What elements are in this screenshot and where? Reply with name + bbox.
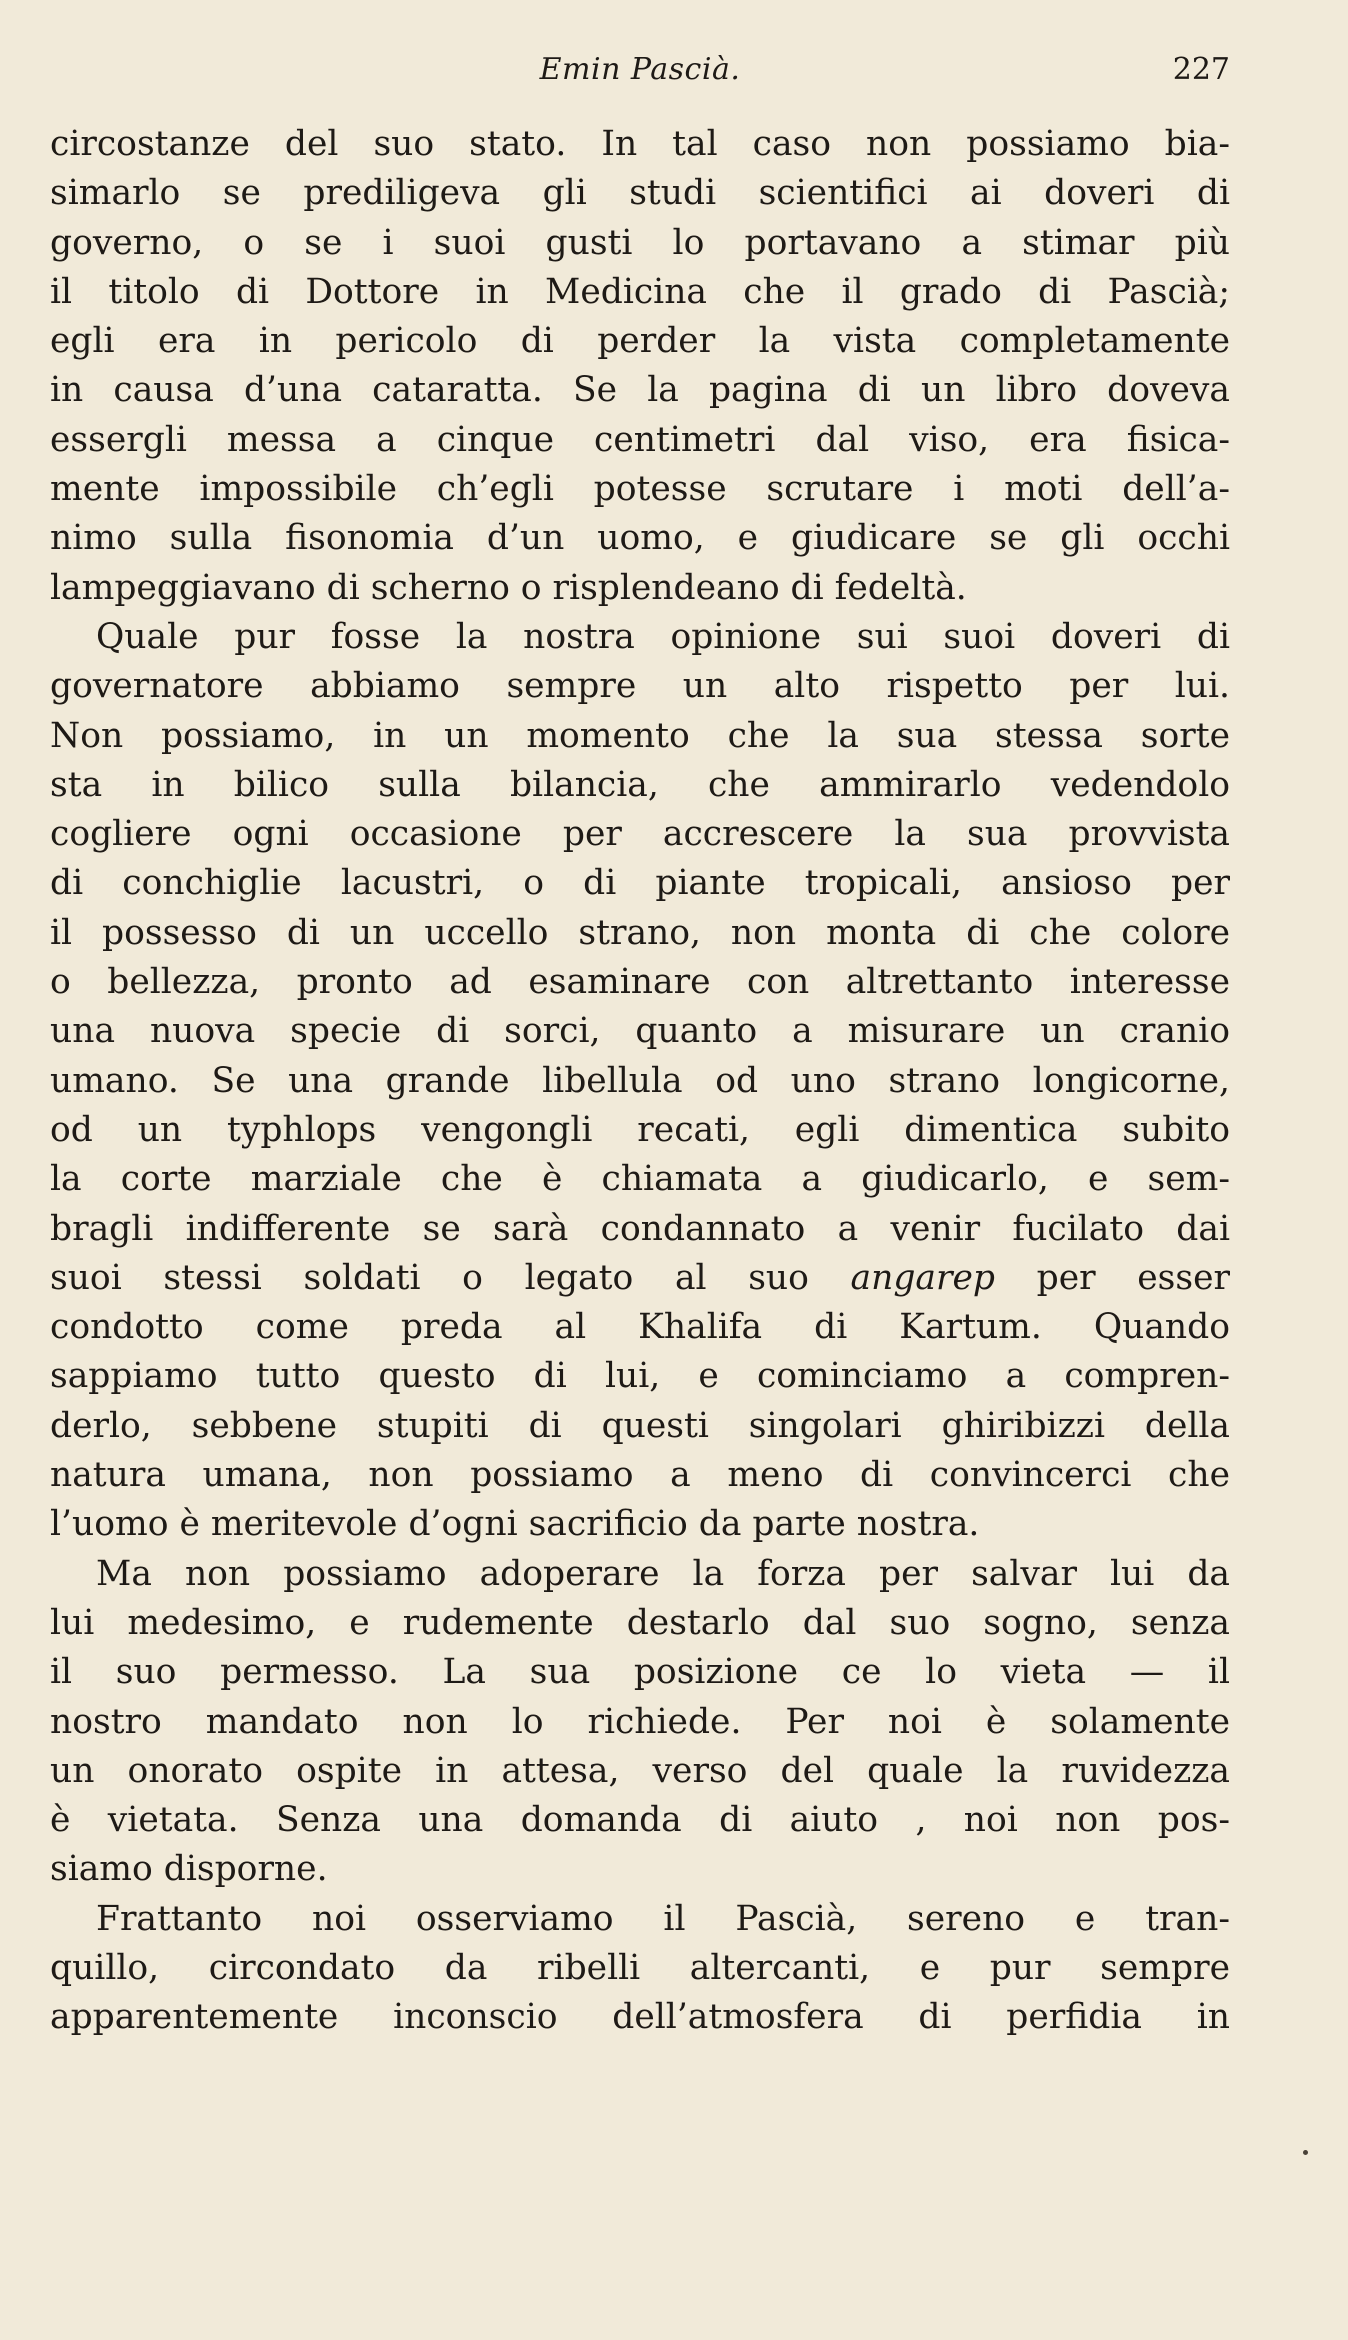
text-line: lui medesimo, e rudemente destarlo dal suo sogno, senza	[50, 1602, 1230, 1643]
text-line: una nuova specie di sorci, quanto a misurare un cranio	[50, 1011, 1230, 1052]
text-line: bragli indifferente se sarà condannato a venir fucilato dai	[50, 1208, 1230, 1249]
text-line: siamo disporne.	[50, 1849, 328, 1890]
text-line: un onorato ospite in attesa, verso del quale la ruvidezza	[50, 1750, 1230, 1791]
page-number: 227	[1172, 52, 1230, 87]
text-line: apparentemente inconscio dell’atmosfera di perfidia in	[50, 1997, 1230, 2038]
paragraph-start-line: Frattanto noi osserviamo il Pascià, sereno e tran-	[96, 1898, 1230, 1939]
text-line: condotto come preda al Khalifa di Kartum. Quando	[50, 1307, 1230, 1348]
text-line: mente impossibile ch’egli potesse scrutare i moti dell’a-	[50, 469, 1230, 510]
text-segment: per esser	[994, 1257, 1231, 1298]
paragraph-start-line: Ma non possiamo adoperare la forza per salvar lui da	[96, 1553, 1230, 1594]
text-line: il possesso di un uccello strano, non monta di che colore	[50, 912, 1230, 953]
running-header	[50, 50, 1230, 90]
text-line: circostanze del suo stato. In tal caso non possiamo bia-	[50, 124, 1230, 164]
text-line: Non possiamo, in un momento che la sua stessa sorte	[50, 715, 1230, 756]
text-line: cogliere ogni occasione per accrescere la sua provvista	[50, 814, 1230, 855]
text-line: o bellezza, pronto ad esaminare con altrettanto interesse	[50, 962, 1230, 1003]
text-line: umano. Se una grande libellula od uno strano longicorne,	[50, 1060, 1230, 1101]
text-line: nimo sulla fisonomia d’un uomo, e giudicare se gli occhi	[50, 518, 1230, 559]
text-line: l’uomo è meritevole d’ogni sacrificio da parte nostra.	[50, 1504, 980, 1545]
text-line: di conchiglie lacustri, o di piante tropicali, ansioso per	[50, 863, 1230, 904]
text-line-with-italic	[50, 1254, 1230, 1303]
text-line: il suo permesso. La sua posizione ce lo vieta — il	[50, 1652, 1230, 1693]
text-line: egli era in pericolo di perder la vista completamente	[50, 321, 1230, 362]
text-line: derlo, sebbene stupiti di questi singolari ghiribizzi della	[50, 1405, 1230, 1446]
text-line: od un typhlops vengongli recati, egli dimentica subito	[50, 1109, 1230, 1150]
text-line: la corte marziale che è chiamata a giudicarlo, e sem-	[50, 1159, 1230, 1200]
text-line: sta in bilico sulla bilancia, che ammirarlo vedendolo	[50, 764, 1230, 805]
text-line: sappiamo tutto questo di lui, e cominciamo a compren-	[50, 1356, 1230, 1397]
text-line: simarlo se prediligeva gli studi scientifici ai doveri di	[50, 173, 1230, 214]
text-line: è vietata. Senza una domanda di aiuto , noi non pos-	[50, 1800, 1230, 1841]
text-line: il titolo di Dottore in Medicina che il grado di Pascià;	[50, 271, 1230, 312]
text-line: quillo, circondato da ribelli altercanti, e pur sempre	[50, 1947, 1230, 1988]
running-title: Emin Pascià.	[539, 52, 741, 87]
ink-speck	[1303, 2150, 1308, 2155]
italic-word: angarep	[850, 1257, 995, 1298]
text-line: nostro mandato non lo richiede. Per noi è solamente	[50, 1701, 1230, 1742]
text-line: governatore abbiamo sempre un alto rispetto per lui.	[50, 666, 1230, 707]
body-text	[50, 120, 1230, 2043]
text-line: lampeggiavano di scherno o risplendeano di fedeltà.	[50, 567, 967, 608]
text-line: governo, o se i suoi gusti lo portavano a stimar più	[50, 222, 1230, 263]
text-segment: suoi stessi soldati o legato al suo	[50, 1257, 851, 1298]
text-line: in causa d’una cataratta. Se la pagina di un libro doveva	[50, 370, 1230, 411]
paragraph-start-line: Quale pur fosse la nostra opinione sui suoi doveri di	[96, 616, 1230, 657]
text-line: natura umana, non possiamo a meno di convincerci che	[50, 1455, 1230, 1496]
text-line: essergli messa a cinque centimetri dal viso, era fisica-	[50, 419, 1230, 460]
